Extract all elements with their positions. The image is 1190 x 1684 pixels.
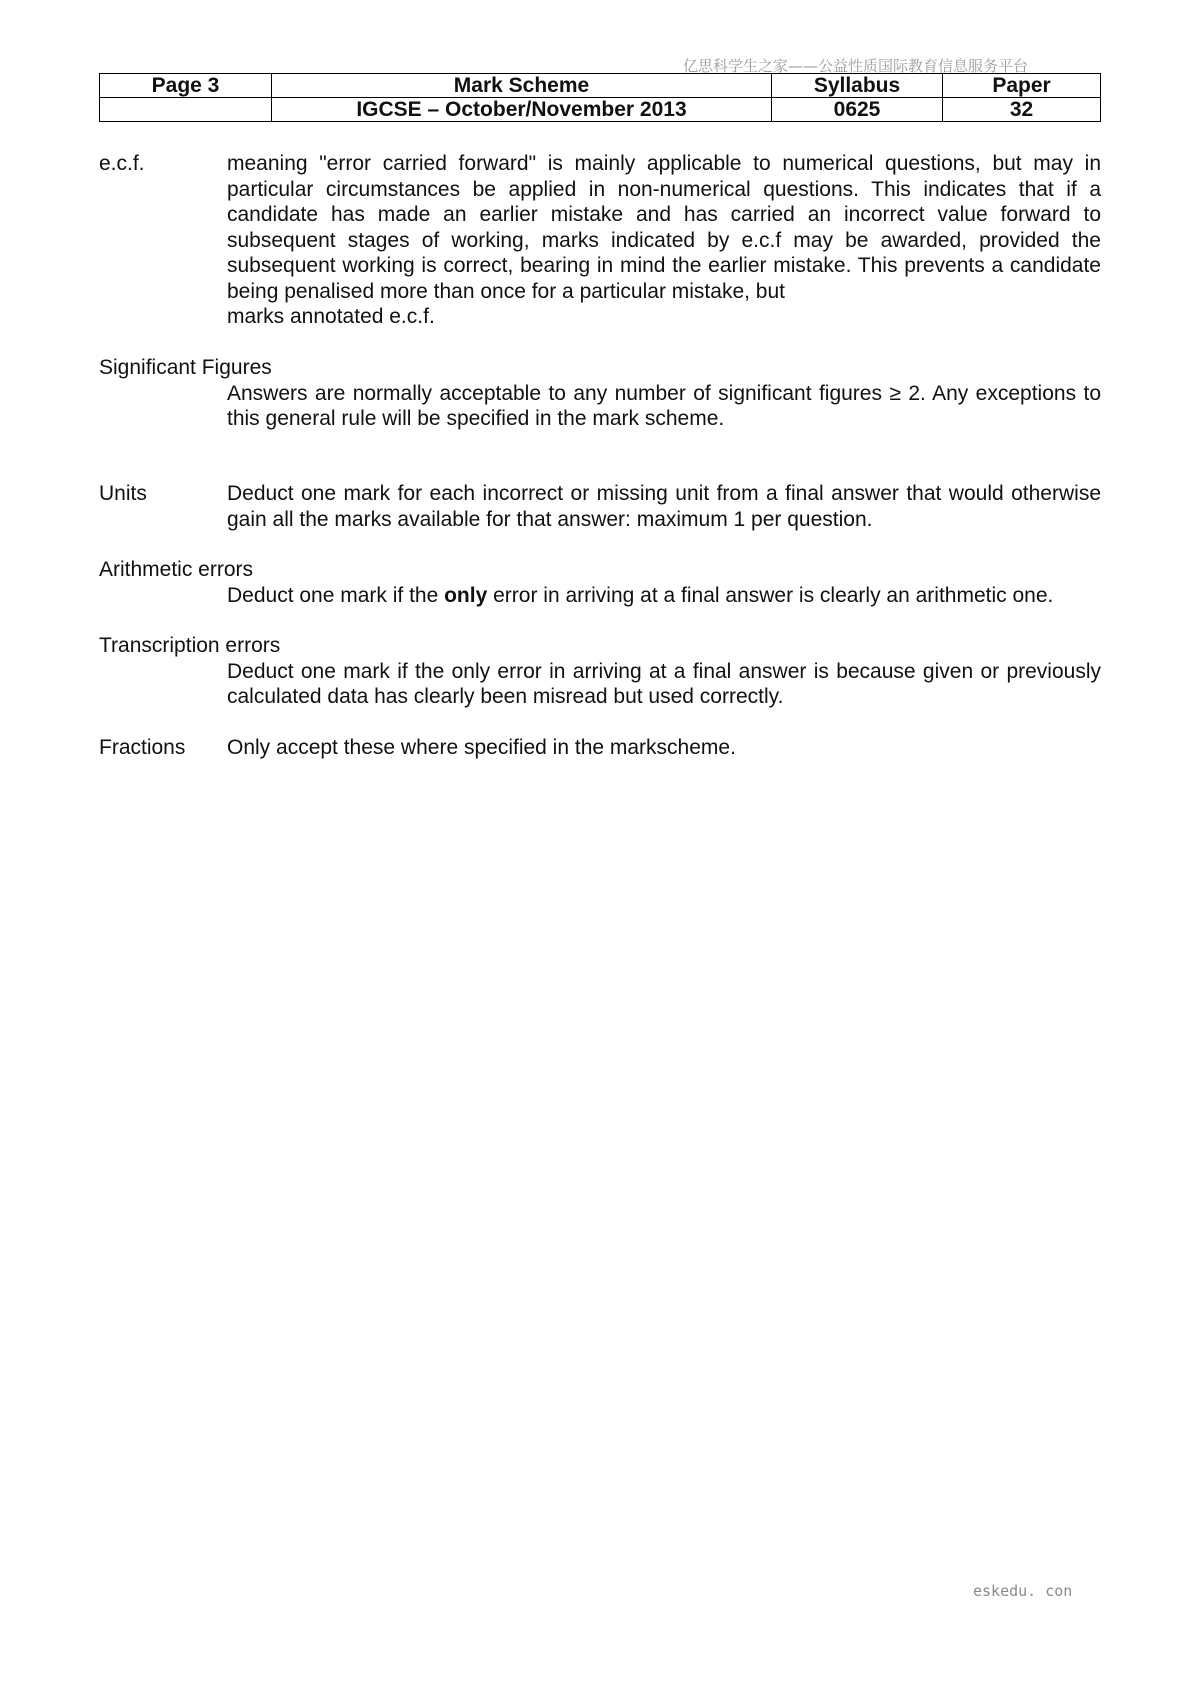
entry-arithmetic-errors bbox=[99, 557, 1101, 608]
definition-significant-figures: Answers are normally acceptable to any number of significant figures ≥ 2. Any exceptions to this general rule will be specified in the mark scheme. bbox=[227, 381, 1101, 430]
watermark-bottom: eskedu. con bbox=[973, 1582, 1073, 1600]
header-syllabus: Syllabus bbox=[772, 74, 943, 98]
arith-text-after: error in arriving at a final answer is clearly an arithmetic one. bbox=[487, 583, 1054, 607]
term-transcription-errors: Transcription errors bbox=[99, 634, 281, 657]
header-paper: Paper bbox=[943, 74, 1101, 98]
entry-transcription-errors bbox=[99, 633, 1101, 710]
term-ecf: e.c.f. bbox=[99, 152, 145, 175]
header-table bbox=[99, 73, 1101, 122]
definition-ecf bbox=[227, 151, 1101, 304]
header-row bbox=[100, 74, 1101, 98]
header-paper-number: 32 bbox=[943, 98, 1101, 122]
definition-transcription-errors: Deduct one mark if the only error in arriving at a final answer is because given or previously calculated data has clearly been misread but used correctly. bbox=[227, 659, 1101, 708]
header-empty-cell bbox=[100, 98, 272, 122]
header-syllabus-code: 0625 bbox=[772, 98, 943, 122]
header-mark-scheme: Mark Scheme bbox=[272, 74, 772, 98]
term-units: Units bbox=[99, 482, 147, 505]
definition-fractions: Only accept these where specified in the markscheme. bbox=[227, 736, 736, 759]
term-arithmetic-errors: Arithmetic errors bbox=[99, 558, 254, 581]
definition-arithmetic-errors bbox=[227, 583, 1101, 609]
header-row bbox=[100, 98, 1101, 122]
term-fractions: Fractions bbox=[99, 736, 186, 759]
arith-text-before: Deduct one mark if the bbox=[227, 583, 445, 607]
entry-significant-figures bbox=[99, 355, 1101, 432]
entry-units bbox=[99, 481, 1101, 532]
definition-ecf-last-line: marks annotated e.c.f. bbox=[227, 305, 435, 328]
header-page: Page 3 bbox=[100, 74, 272, 98]
definition-units: Deduct one mark for each incorrect or missing unit from a final answer that would otherwise gain all the marks available for that answer: maximum 1 per question. bbox=[227, 482, 1101, 531]
term-significant-figures: Significant Figures bbox=[99, 356, 272, 379]
entry-fractions bbox=[99, 735, 1101, 761]
arith-text-bold: only bbox=[444, 583, 488, 607]
definition-ecf-text: meaning "error carried forward" is mainly applicable to numerical questions, but may in particular circumstances be applied in non-numerical questions. This indicates that if a candidate has made an earlier mistake and has carried an incorrect value forward to subsequent stages of working, marks indicated by e.c.f may be awarded, provided the subsequent working is correct, bearing in mind the earlier mistake. This prevents a candidate being penalised more than once for a particular mistake, but bbox=[227, 152, 1101, 303]
watermark-top: 亿思科学生之家——公益性质国际教育信息服务平台 bbox=[683, 57, 1029, 75]
entry-ecf bbox=[99, 151, 1101, 330]
header-exam-session: IGCSE – October/November 2013 bbox=[272, 98, 772, 122]
